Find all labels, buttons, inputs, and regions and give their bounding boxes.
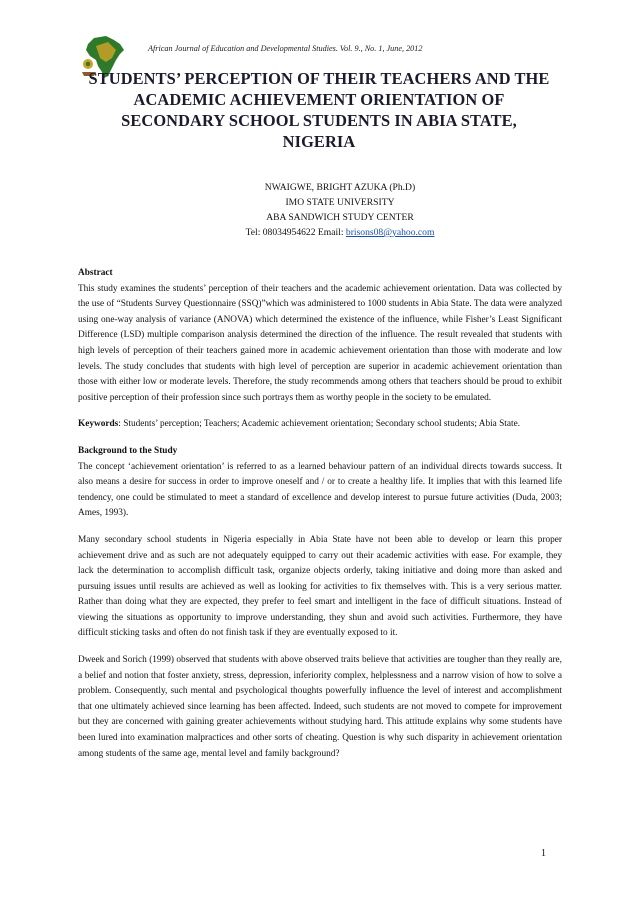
title-line: ACADEMIC ACHIEVEMENT ORIENTATION OF [133,90,505,109]
paper-title [60,68,578,152]
author-name: NWAIGWE, BRIGHT AZUKA (Ph.D) [264,182,416,193]
email-link[interactable]: brisons08@yahoo.com [345,227,435,238]
page-number: 1 [541,848,546,859]
body-paragraph: Many secondary school students in Nigeria especially in Abia State have not been able to develop or learn this proper achievement drive and as such are not adequately equipped to carry out their academic activities with ease. For example, they lack the determination to accomplish difficult task, organize objects orderly, taking initiative and doing more than asked and pursuing issues until results are achieved as well as looking for activities to fix themselves with. This is a very serious matter. Rather than doing what they are expected, they prefer to feel smart and intelligent in the face of difficult situations. Instead of viewing the situations as opportunity to improve understanding, they shun and avoid such activities. Furthermore, they have difficult sticking tasks and often do not finish task if they are eventually exposed to it. [78,534,562,639]
keywords-line [78,417,562,433]
abstract-text: This study examines the students’ perception of their teachers and the academic achievement orientation. Data was collected by the use of “Students Survey Questionnaire (SSQ)”which was administered to 1000 students in Abia State. The data were analyzed using one-way analysis of variance (ANOVA) which determined the existence of the influence, while Fisher’s Least Significant Difference (LSD) multiple comparison analysis determined the direction of the influence. The result revealed that students with high levels of perception of their teachers gained more in academic achievement orientation than those with moderate and low levels. The study concludes that students with high level of perception are superior in academic achievement orientation than those with either low or moderate levels. Therefore, the study recommends among others that teachers should be proud to exhibit positive perception of their profession since such portrays them as worthy people in the society to be emulated. [78,283,562,403]
paper-body [78,266,562,762]
background-heading: Background to the Study [78,445,178,456]
keywords-text: : Students’ perception; Teachers; Academic achievement orientation; Secondary school students; Abia State. [118,419,521,430]
author-center: ABA SANDWICH STUDY CENTER [266,212,414,223]
title-line: NIGERIA [282,132,356,151]
author-block [190,180,490,240]
body-paragraph: Dweek and Sorich (1999) observed that students with above observed traits believe that activities are tougher than they really are, a belief and notion that foster anxiety, stress, depression, inferiority complex, helplessness and a narrow vision of how to solve a problem. Consequently, such mental and psychological thoughts powerfully influence the level of interest and accomplishment that one ultimately achieved since learning has been affected. Indeed, such students are not moved to compete for improvement but they are concerned with gaining greater achievements without studying hard. This attitude explains why some students have been lured into examination malpractices and other sorts of cheating. Question is why such disparity in achievement orientation among students of the same age, mental level and family background? [78,655,562,759]
journal-running-head: African Journal of Education and Developmental Studies. Vol. 9., No. 1, June, 2012 [148,44,423,53]
author-institution: IMO STATE UNIVERSITY [285,197,395,208]
title-line: STUDENTS’ PERCEPTION OF THEIR TEACHERS AND THE [88,69,550,88]
title-line: SECONDARY SCHOOL STUDENTS IN ABIA STATE, [121,111,517,130]
keywords-label: Keywords [78,419,119,430]
abstract-heading: Abstract [78,268,113,278]
author-contact [190,225,490,240]
contact-tel: Tel: 08034954622 Email: [245,227,346,238]
body-paragraph: The concept ‘achievement orientation’ is referred to as a learned behaviour pattern of an individual directs towards success. It also means a desire for success in order to improve oneself and / or to create a healthy life. It implies that with this learned life tendency, one could be stimulated to meet a standard of excellence and develop interest to pursue future activities (Duda, 2003; Ames, 1993). [78,461,562,519]
